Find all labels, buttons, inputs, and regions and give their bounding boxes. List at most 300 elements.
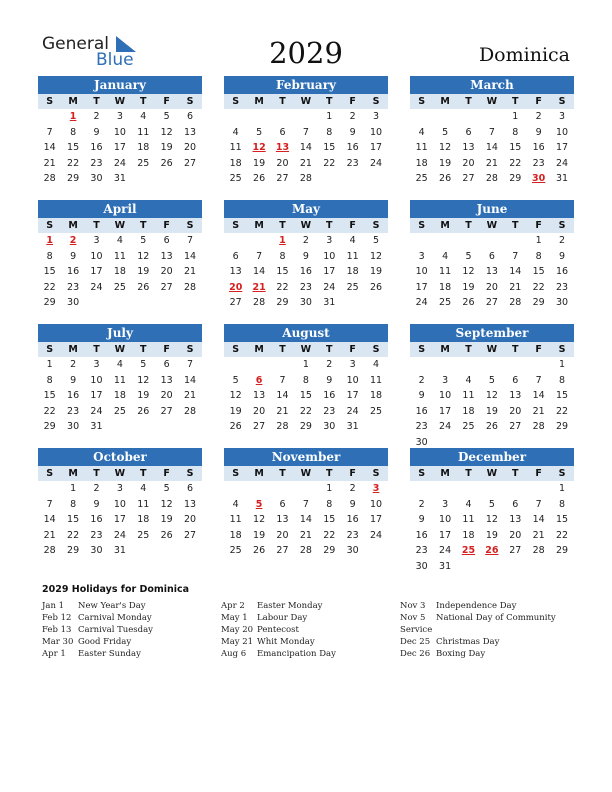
weekday-label: T [326,344,333,355]
day-cell: 2 [302,235,309,246]
weekday-label: S [372,344,380,355]
weekday-header [38,94,202,109]
week-row [410,497,574,513]
day-cell: 3 [442,498,449,510]
day-cell: 18 [346,266,359,277]
weekday-label: T [326,468,333,479]
day-cell: 18 [229,157,242,169]
holiday-column [42,600,232,660]
day-cell: 26 [160,529,173,541]
day-cell: 7 [302,498,309,510]
empty-day-cell [224,481,247,497]
day-cell: 13 [509,390,522,401]
day-cell: 1 [279,235,286,246]
day-cell: 8 [326,126,333,138]
day-cell: 21 [276,405,289,417]
day-cell: 26 [137,405,150,417]
day-cell: 30 [67,421,80,432]
weekday-header [410,218,574,233]
empty-day-cell [132,543,155,559]
week-row [224,171,388,187]
day-cell: 3 [373,111,380,122]
day-cell: 10 [415,266,428,277]
weekday-label: S [232,220,240,231]
day-cell: 29 [555,545,569,556]
day-cell: 28 [299,173,312,184]
weekday-label: M [440,220,450,231]
week-row [224,357,388,373]
week-row [38,357,202,373]
weekday-label: F [535,468,542,479]
day-cell: 17 [369,142,383,153]
day-cell: 9 [349,126,356,138]
empty-day-cell [527,559,550,575]
weekday-label: T [512,344,519,355]
day-cell: 20 [183,514,197,525]
day-cell: 11 [462,514,475,525]
day-cell: 14 [43,514,56,525]
day-cell: 18 [137,514,150,525]
holiday-column [400,600,590,660]
empty-day-cell [480,481,503,497]
day-cell: 19 [160,142,173,153]
day-cell: 15 [276,266,289,277]
weekday-label: T [93,96,100,107]
day-cell: 11 [113,374,126,386]
day-cell: 16 [555,266,569,277]
day-cell: 14 [532,514,545,525]
week-row [410,233,574,249]
day-cell: 2 [93,111,100,122]
day-cell: 27 [509,421,522,432]
empty-day-cell [271,481,294,497]
day-cell: 25 [461,545,476,556]
empty-day-cell [364,419,387,435]
day-cell: 1 [326,483,333,494]
day-cell: 31 [90,421,103,432]
empty-day-cell [527,481,550,497]
day-cell: 6 [279,498,286,510]
month-june [410,200,574,311]
month-name: April [38,200,202,218]
holiday-entry [400,636,590,648]
day-cell: 24 [113,157,126,169]
day-cell: 11 [415,142,428,153]
weekday-label: T [512,468,519,479]
day-cell: 2 [70,359,77,370]
day-cell: 15 [323,142,336,153]
day-cell: 2 [93,483,100,494]
month-december [410,448,574,574]
day-cell: 1 [559,483,566,494]
day-cell: 5 [488,498,495,510]
day-cell: 22 [67,157,80,169]
day-cell: 4 [465,374,472,386]
day-cell: 27 [183,157,197,169]
week-row [38,249,202,265]
day-cell: 28 [509,297,522,308]
weekday-label: T [465,344,472,355]
day-cell: 4 [232,498,239,510]
month-february [224,76,388,187]
day-cell: 16 [67,266,80,277]
day-cell: 16 [346,514,359,525]
week-row [410,373,574,389]
empty-day-cell [38,481,61,497]
weekday-label: T [140,96,147,107]
day-cell: 15 [555,390,569,401]
day-cell: 1 [535,235,542,246]
empty-day-cell [178,419,201,435]
day-cell: 10 [439,390,452,401]
weekday-label: S [558,220,566,231]
holiday-name: Pentecost [257,625,299,635]
day-cell: 19 [369,266,383,277]
day-cell: 17 [555,142,569,153]
week-row [224,481,388,497]
day-cell: 30 [323,421,336,432]
holiday-date: May 1 [221,613,248,623]
weekday-label: F [163,220,170,231]
day-cell: 5 [256,126,263,138]
week-row [224,156,388,172]
month-name: May [224,200,388,218]
weekday-label: S [186,468,194,479]
weekday-label: T [465,220,472,231]
weekday-label: M [254,96,264,107]
empty-day-cell [457,109,480,125]
day-cell: 17 [415,281,428,293]
day-cell: 5 [163,111,170,122]
day-cell: 19 [485,405,498,417]
weekday-label: F [349,96,356,107]
day-cell: 18 [415,157,428,169]
day-cell: 6 [255,374,263,386]
day-cell: 3 [326,235,333,246]
day-cell: 25 [346,281,359,293]
weekday-label: S [372,96,380,107]
week-row [410,264,574,280]
empty-day-cell [433,357,456,373]
day-cell: 6 [512,498,519,510]
day-cell: 15 [67,142,80,153]
weekday-label: F [535,96,542,107]
day-cell: 25 [462,421,475,432]
day-cell: 12 [137,250,150,262]
empty-day-cell [178,295,201,311]
day-cell: 6 [488,250,495,262]
week-row [410,481,574,497]
day-cell: 7 [488,126,495,138]
day-cell: 30 [67,297,80,308]
day-cell: 27 [160,405,173,417]
holiday-entry [42,612,232,624]
day-cell: 21 [532,529,545,541]
empty-day-cell [364,295,387,311]
day-cell: 28 [485,173,498,184]
day-cell: 14 [299,514,312,525]
day-cell: 22 [532,281,545,293]
week-row [38,512,202,528]
day-cell: 24 [555,157,569,169]
empty-day-cell [364,543,387,559]
year-title: 2029 [269,36,343,70]
month-name: October [38,448,202,466]
week-row [410,295,574,311]
day-cell: 25 [229,545,242,556]
day-cell: 13 [275,142,290,153]
empty-day-cell [271,357,294,373]
day-cell: 21 [532,405,545,417]
weekday-label: T [140,220,147,231]
day-cell: 7 [535,498,542,510]
month-january [38,76,202,187]
day-cell: 20 [276,157,289,169]
day-cell: 26 [462,297,475,308]
holidays-title: 2029 Holidays for Dominica [42,584,190,595]
day-cell: 16 [90,142,103,153]
day-cell: 6 [163,359,170,370]
empty-day-cell [294,109,317,125]
holiday-name: Christmas Day [436,637,500,647]
weekday-label: T [512,96,519,107]
empty-day-cell [410,233,433,249]
week-row [38,295,202,311]
weekday-label: S [558,344,566,355]
day-cell: 17 [323,266,336,277]
empty-day-cell [224,357,247,373]
day-cell: 25 [137,529,150,541]
day-cell: 28 [532,421,545,432]
day-cell: 3 [116,111,123,122]
day-cell: 22 [67,529,80,541]
week-row [38,404,202,420]
weekday-label: S [372,468,380,479]
day-cell: 27 [485,297,498,308]
day-cell: 28 [183,281,197,293]
day-cell: 30 [90,545,103,556]
day-cell: 18 [113,390,126,401]
day-cell: 1 [46,235,53,246]
month-name: March [410,76,574,94]
day-cell: 17 [90,266,103,277]
page-header [0,0,612,72]
weekday-header [38,218,202,233]
weekday-label: S [418,468,426,479]
day-cell: 12 [485,514,498,525]
week-row [410,388,574,404]
day-cell: 5 [140,235,147,246]
day-cell: 17 [346,390,359,401]
day-cell: 31 [113,545,126,556]
empty-day-cell [364,171,387,187]
week-row [224,280,388,296]
empty-day-cell [504,357,527,373]
weekday-header [410,466,574,481]
weekday-label: S [46,220,54,231]
day-cell: 10 [346,374,359,386]
empty-day-cell [155,419,178,435]
weekday-label: T [140,468,147,479]
day-cell: 27 [462,173,475,184]
weekday-label: F [535,344,542,355]
day-cell: 2 [349,111,356,122]
week-row [224,264,388,280]
empty-day-cell [457,233,480,249]
day-cell: 16 [415,405,428,417]
week-row [38,373,202,389]
weekday-label: S [418,344,426,355]
holiday-name: Labour Day [257,613,308,623]
weekday-label: W [486,96,498,107]
day-cell: 29 [555,421,569,432]
day-cell: 21 [43,529,56,541]
day-cell: 15 [532,266,545,277]
day-cell: 1 [69,111,77,122]
week-row [224,388,388,404]
day-cell: 15 [323,514,336,525]
holiday-name: Emancipation Day [257,649,336,659]
weekday-label: T [93,344,100,355]
day-cell: 21 [183,390,197,401]
day-cell: 23 [415,545,428,556]
day-cell: 26 [369,281,383,293]
day-cell: 24 [439,545,452,556]
holiday-date: Dec 26 [400,649,431,659]
day-cell: 7 [535,374,542,386]
day-cell: 21 [183,266,197,277]
weekday-label: M [254,220,264,231]
day-cell: 17 [113,514,126,525]
month-name: July [38,324,202,342]
day-cell: 23 [346,157,359,169]
empty-day-cell [155,543,178,559]
day-cell: 3 [116,483,123,494]
day-cell: 13 [229,266,242,277]
holiday-entry [42,636,232,648]
week-row [410,280,574,296]
holiday-name: Carnival Tuesday [78,625,153,635]
month-november [224,448,388,559]
day-cell: 4 [373,359,380,370]
day-cell: 6 [232,250,239,262]
day-cell: 13 [276,514,289,525]
holiday-column [221,600,411,660]
day-cell: 2 [326,359,333,370]
day-cell: 15 [43,390,56,401]
empty-day-cell [457,481,480,497]
weekday-label: M [68,96,78,107]
month-name: June [410,200,574,218]
day-cell: 13 [509,514,522,525]
day-cell: 31 [439,560,452,572]
week-row [38,156,202,172]
day-cell: 29 [276,297,289,308]
day-cell: 30 [299,297,312,308]
weekday-label: F [163,96,170,107]
day-cell: 19 [253,529,266,541]
weekday-label: S [232,344,240,355]
day-cell: 1 [559,359,566,370]
holiday-name: Easter Sunday [78,649,141,659]
day-cell: 1 [46,359,53,370]
day-cell: 14 [43,142,56,153]
day-cell: 24 [113,529,126,541]
day-cell: 19 [137,266,150,277]
weekday-label: M [440,344,450,355]
day-cell: 9 [93,498,100,510]
day-cell: 3 [349,359,356,370]
month-name: December [410,448,574,466]
week-row [410,357,574,373]
logo-general-text: General [42,34,109,54]
empty-day-cell [410,109,433,125]
day-cell: 15 [299,390,312,401]
empty-day-cell [247,357,270,373]
day-cell: 27 [276,173,289,184]
day-cell: 27 [183,529,197,541]
day-cell: 24 [346,405,359,417]
day-cell: 31 [113,173,126,184]
holiday-entry [221,648,411,660]
day-cell: 8 [70,126,77,138]
weekday-label: M [68,344,78,355]
day-cell: 12 [229,390,242,401]
day-cell: 20 [509,405,522,417]
day-cell: 9 [535,126,542,138]
day-cell: 11 [113,250,126,262]
weekday-label: S [46,468,54,479]
day-cell: 3 [418,250,425,262]
weekday-label: T [279,220,286,231]
empty-day-cell [38,109,61,125]
day-cell: 7 [256,250,263,262]
day-cell: 5 [255,498,263,510]
weekday-label: T [512,220,519,231]
week-row [224,404,388,420]
holiday-entry [221,612,411,624]
month-name: August [224,324,388,342]
day-cell: 22 [43,281,56,293]
day-cell: 19 [462,281,475,293]
holiday-entry [400,600,590,612]
day-cell: 10 [90,374,103,386]
day-cell: 18 [462,529,475,541]
day-cell: 23 [555,281,569,293]
day-cell: 9 [349,498,356,510]
day-cell: 9 [302,250,309,262]
empty-day-cell [527,357,550,373]
day-cell: 23 [532,157,545,169]
day-cell: 29 [43,421,56,432]
holiday-name: Good Friday [78,637,132,647]
day-cell: 13 [183,498,197,510]
day-cell: 14 [485,142,498,153]
holiday-date: Apr 2 [221,601,245,611]
week-row [38,280,202,296]
day-cell: 22 [509,157,522,169]
day-cell: 15 [43,266,56,277]
day-cell: 11 [137,498,150,510]
day-cell: 19 [253,157,266,169]
day-cell: 6 [187,111,194,122]
empty-day-cell [504,233,527,249]
holiday-entry [221,600,411,612]
weekday-label: T [140,344,147,355]
day-cell: 9 [70,374,77,386]
day-cell: 12 [160,498,173,510]
day-cell: 13 [183,126,197,138]
